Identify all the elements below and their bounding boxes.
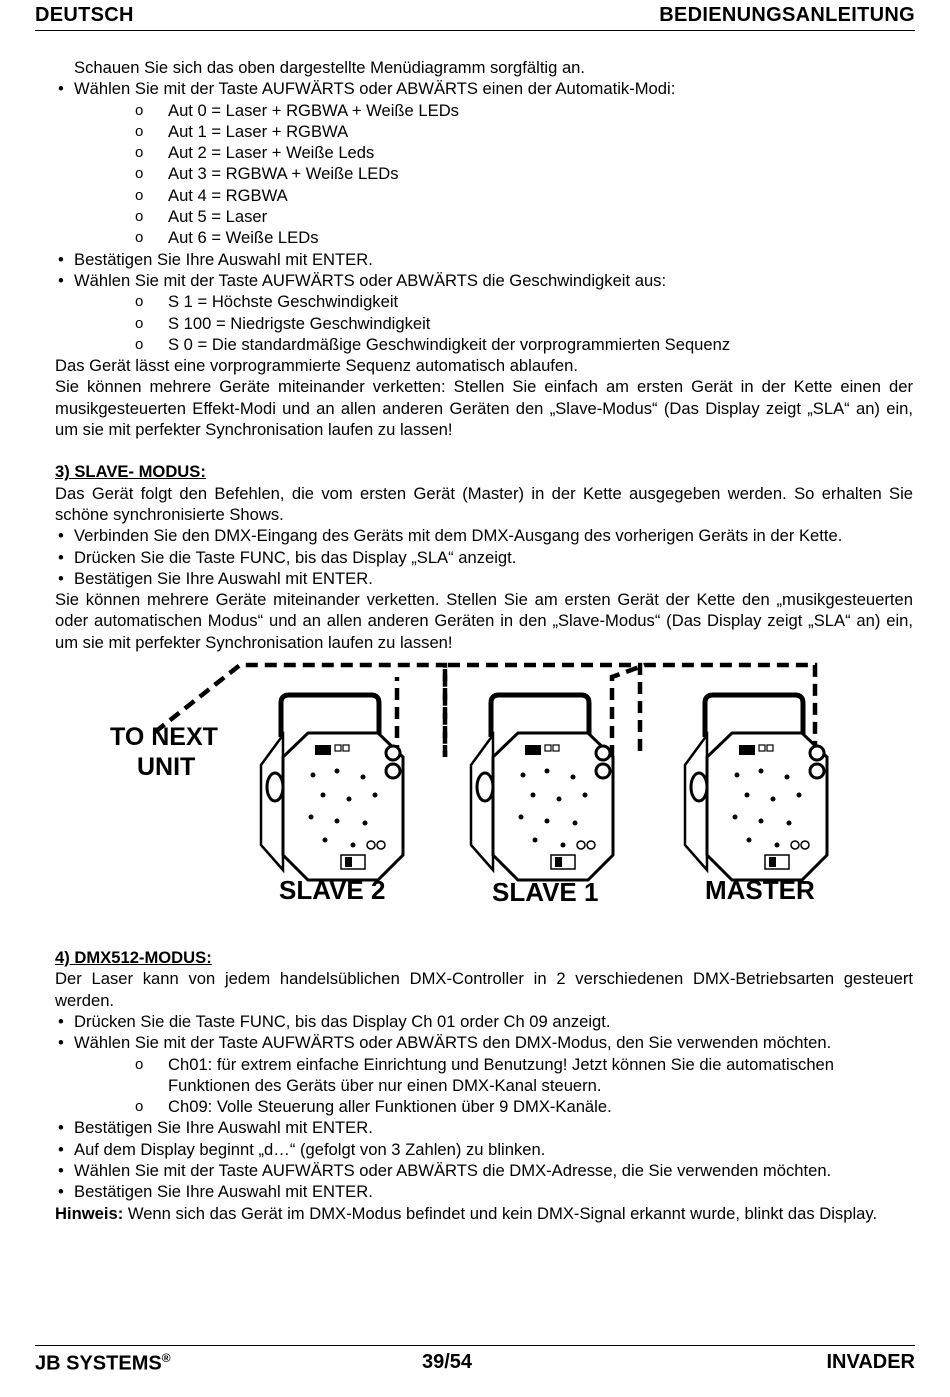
to-next-label-2: UNIT: [137, 753, 196, 782]
dmx-bullet: • Auf dem Display beginnt „d…“ (gefolgt von 3 Zahlen) zu blinken.: [55, 1139, 913, 1160]
intro-line: Schauen Sie sich das oben dargestellte Menüdiagramm sorgfältig an.: [74, 58, 586, 77]
speed-item: o S 0 = Die standardmäßige Geschwindigkeit der vorprogrammierten Sequenz: [55, 334, 913, 355]
speed-item: o S 100 = Niedrigste Geschwindigkeit: [55, 313, 913, 334]
page-footer: [35, 1345, 915, 1376]
slave-bullet: • Verbinden Sie den DMX-Eingang des Geräts mit dem DMX-Ausgang des vorherigen Geräts in der Kette.: [55, 525, 913, 546]
bullet-confirm: • Bestätigen Sie Ihre Auswahl mit ENTER.: [55, 249, 913, 270]
fixture-chain-illustration: [55, 657, 913, 947]
fixture-master: [685, 695, 827, 880]
aut-mode-item: o Aut 0 = Laser + RGBWA + Weiße LEDs: [55, 100, 913, 121]
slave-bullet: • Drücken Sie die Taste FUNC, bis das Display „SLA“ anzeigt.: [55, 547, 913, 568]
aut-mode-item: o Aut 1 = Laser + RGBWA: [55, 121, 913, 142]
to-next-label-1: TO NEXT: [110, 723, 218, 752]
registered-mark: ®: [161, 1351, 171, 1365]
footer-product: INVADER: [826, 1351, 915, 1373]
speed-item: o S 1 = Höchste Geschwindigkeit: [55, 291, 913, 312]
bullet-speed: • Wählen Sie mit der Taste AUFWÄRTS oder ABWÄRTS die Geschwindigkeit aus:: [55, 270, 913, 291]
aut-mode-item: o Aut 2 = Laser + Weiße Leds: [55, 142, 913, 163]
slave-bullet: • Bestätigen Sie Ihre Auswahl mit ENTER.: [55, 568, 913, 589]
dmx-paragraph: Der Laser kann von jedem handelsüblichen DMX-Controller in 2 verschiedenen DMX-Betriebsarten gesteuert werden.: [55, 969, 913, 1010]
fixture-slave-2: [261, 695, 403, 880]
dmx-bullet: • Drücken Sie die Taste FUNC, bis das Display Ch 01 order Ch 09 anzeigt.: [55, 1011, 913, 1032]
footer-brand: [35, 1351, 171, 1376]
slave-heading: 3) SLAVE- MODUS:: [55, 462, 206, 482]
header-title: BEDIENUNGSANLEITUNG: [659, 4, 915, 26]
page-content: [55, 57, 913, 1224]
dmx-bullet: • Wählen Sie mit der Taste AUFWÄRTS oder ABWÄRTS die DMX-Adresse, die Sie verwenden möchten.: [55, 1160, 913, 1181]
chain-paragraph: Sie können mehrere Geräte miteinander verketten: Stellen Sie einfach am ersten Gerät in der Kette einen der musikgesteuerten Effekt-Modi und an allen anderen Geräten den „Slave-Modus“ (Das Display zeigt „SLA“ an) ein, um sie mit perfekter Synchronisation laufen zu lassen!: [55, 377, 913, 440]
dmx-mode-item: o Ch09: Volle Steuerung aller Funktionen über 9 DMX-Kanäle.: [55, 1096, 913, 1117]
label-master: MASTER: [705, 875, 815, 906]
header-language: DEUTSCH: [35, 4, 134, 26]
aut-mode-item: o Aut 6 = Weiße LEDs: [55, 227, 913, 248]
page-header: [35, 2, 915, 31]
note-label: Hinweis:: [55, 1203, 124, 1223]
note-text: Wenn sich das Gerät im DMX-Modus befindet und kein DMX-Signal erkannt wurde, blinkt das Display.: [123, 1203, 878, 1223]
aut-mode-item: o Aut 5 = Laser: [55, 206, 913, 227]
bullet-auto-modes: • Wählen Sie mit der Taste AUFWÄRTS oder ABWÄRTS einen der Automatik-Modi:: [55, 78, 913, 99]
slave-paragraph: Das Gerät folgt den Befehlen, die vom ersten Gerät (Master) in der Kette ausgegeben werden. So erhalten Sie schöne synchronisierte Shows.: [55, 483, 913, 524]
page-number: 39/54: [422, 1351, 473, 1373]
label-slave-1: SLAVE 1: [492, 877, 599, 908]
dmx-note: [55, 1203, 913, 1224]
dmx-bullet: • Bestätigen Sie Ihre Auswahl mit ENTER.: [55, 1117, 913, 1138]
auto-paragraph: Das Gerät lässt eine vorprogrammierte Sequenz automatisch ablaufen.: [55, 356, 578, 376]
label-slave-2: SLAVE 2: [279, 875, 386, 906]
aut-mode-item: o Aut 4 = RGBWA: [55, 185, 913, 206]
brand-name: JB SYSTEMS: [35, 1352, 162, 1375]
dmx-heading: 4) DMX512-MODUS:: [55, 948, 212, 968]
fixture-slave-1: [471, 695, 613, 880]
aut-mode-item: o Aut 3 = RGBWA + Weiße LEDs: [55, 163, 913, 184]
dmx-mode-item: o Ch01: für extrem einfache Einrichtung und Benutzung! Jetzt können Sie die automatischen Funktionen des Geräts über nur einen DMX-Kanal steuern.: [55, 1054, 913, 1097]
slave-chain-figure: [55, 657, 913, 947]
slave-chain-paragraph: Sie können mehrere Geräte miteinander verketten. Stellen Sie am ersten Gerät der Kette den „musikgesteuerten oder automatischen Modus“ und an allen anderen Geräten in den „Slave-Modus“ (Das Display zeigt „SLA“ an) ein, um sie mit perfekter Synchronisation laufen zu lassen!: [55, 590, 913, 652]
dmx-bullet: • Bestätigen Sie Ihre Auswahl mit ENTER.: [55, 1181, 913, 1202]
dmx-bullet: • Wählen Sie mit der Taste AUFWÄRTS oder ABWÄRTS den DMX-Modus, den Sie verwenden möchten.: [55, 1032, 913, 1053]
